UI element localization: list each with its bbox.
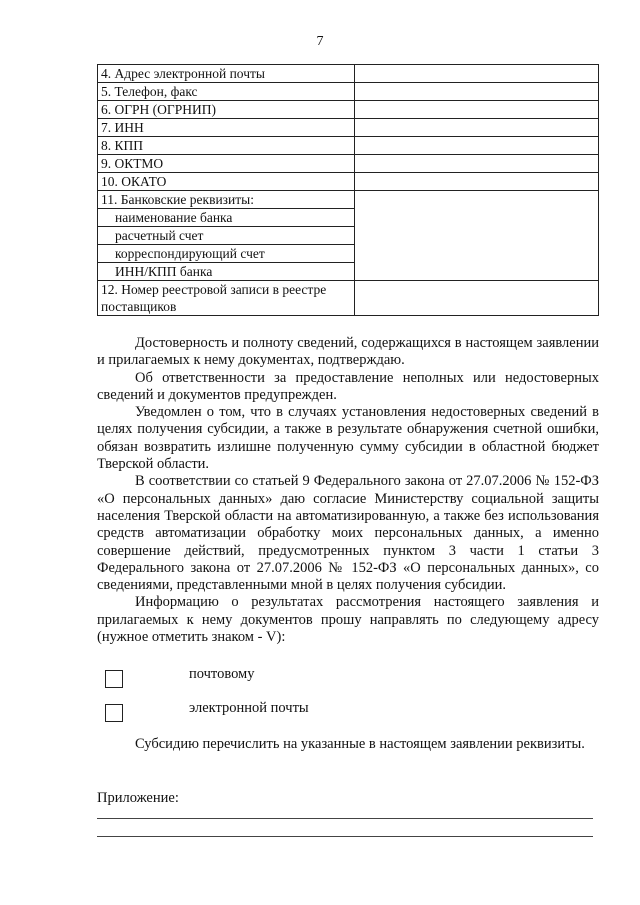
paragraph-refund-notice: Уведомлен о том, что в случаях установления недостоверных сведений в целях получения субсидии, а также в результате обнаружения счетной ошибки, обязан возвратить излишне полученную сумму субсидии в областной бюджет Тверской области. — [97, 404, 599, 473]
row-label-bank-details: 11. Банковские реквизиты: — [98, 191, 355, 209]
table-row — [98, 101, 599, 119]
table-row — [98, 137, 599, 155]
page-number: 7 — [316, 34, 324, 49]
table-row — [98, 173, 599, 191]
row-label-bank-name: наименование банка — [98, 209, 355, 227]
row-value-kpp[interactable] — [355, 137, 599, 155]
table-row — [98, 65, 599, 83]
row-label-oktmo: 9. ОКТМО — [98, 155, 355, 173]
postal-checkbox[interactable] — [105, 670, 123, 688]
row-label-okato: 10. ОКАТО — [98, 173, 355, 191]
paragraph-responsibility: Об ответственности за предоставление неполных или недостоверных сведений и документов предупрежден. — [97, 369, 599, 403]
row-label-phone-fax: 5. Телефон, факс — [98, 83, 355, 101]
row-label-inn: 7. ИНН — [98, 119, 355, 137]
paragraph-subsidy-transfer: Субсидию перечислить на указанные в настоящем заявлении реквизиты. — [135, 736, 585, 752]
subsidy-section — [97, 736, 599, 753]
row-value-bank-details[interactable] — [355, 191, 599, 281]
row-label-email: 4. Адрес электронной почты — [98, 65, 355, 83]
table-row — [98, 119, 599, 137]
table-row — [98, 83, 599, 101]
row-label-bank-inn-kpp: ИНН/КПП банка — [98, 263, 355, 281]
appendix-line-2[interactable] — [97, 836, 593, 837]
row-label-settlement-account: расчетный счет — [98, 227, 355, 245]
table-row — [98, 155, 599, 173]
email-label: электронной почты — [189, 700, 309, 716]
appendix-line-1[interactable] — [97, 818, 593, 819]
email-checkbox[interactable] — [105, 704, 123, 722]
paragraph-personal-data-consent: В соответствии со статьей 9 Федерального закона от 27.07.2006 № 152-ФЗ «О персональных данных» даю согласие Министерству социальной защиты населения Тверской области на автоматизированную, а также без использования средств автоматизации обработку моих персональных данных, а именно совершение действий, предусмотренных пунктом 3 части 1 статьи 3 Федерального закона от 27.07.2006 № 152-ФЗ «О персональных данных», со сведениями, представленными мной в целях получения субсидии. — [97, 473, 599, 594]
table-row — [98, 281, 599, 316]
row-label-kpp: 8. КПП — [98, 137, 355, 155]
row-value-ogrn[interactable] — [355, 101, 599, 119]
paragraph-notification-method: Информацию о результатах рассмотрения настоящего заявления и прилагаемых к нему документов прошу направлять по следующему адресу (нужное отметить знаком - V): — [97, 594, 599, 646]
declaration-text — [97, 335, 599, 646]
row-value-okato[interactable] — [355, 173, 599, 191]
row-value-registry-number[interactable] — [355, 281, 599, 316]
row-value-phone-fax[interactable] — [355, 83, 599, 101]
row-label-ogrn: 6. ОГРН (ОГРНИП) — [98, 101, 355, 119]
row-label-correspondent-account: корреспондирующий счет — [98, 245, 355, 263]
row-value-oktmo[interactable] — [355, 155, 599, 173]
row-value-email[interactable] — [355, 65, 599, 83]
row-value-inn[interactable] — [355, 119, 599, 137]
postal-label: почтовому — [189, 666, 255, 682]
requisites-table — [97, 64, 599, 316]
table-row — [98, 191, 599, 209]
row-label-registry-number: 12. Номер реестровой записи в реестре поставщиков — [98, 281, 355, 316]
paragraph-reliability: Достоверность и полноту сведений, содержащихся в настоящем заявлении и прилагаемых к нему документах, подтверждаю. — [97, 335, 599, 369]
appendix-label: Приложение: — [97, 790, 179, 806]
